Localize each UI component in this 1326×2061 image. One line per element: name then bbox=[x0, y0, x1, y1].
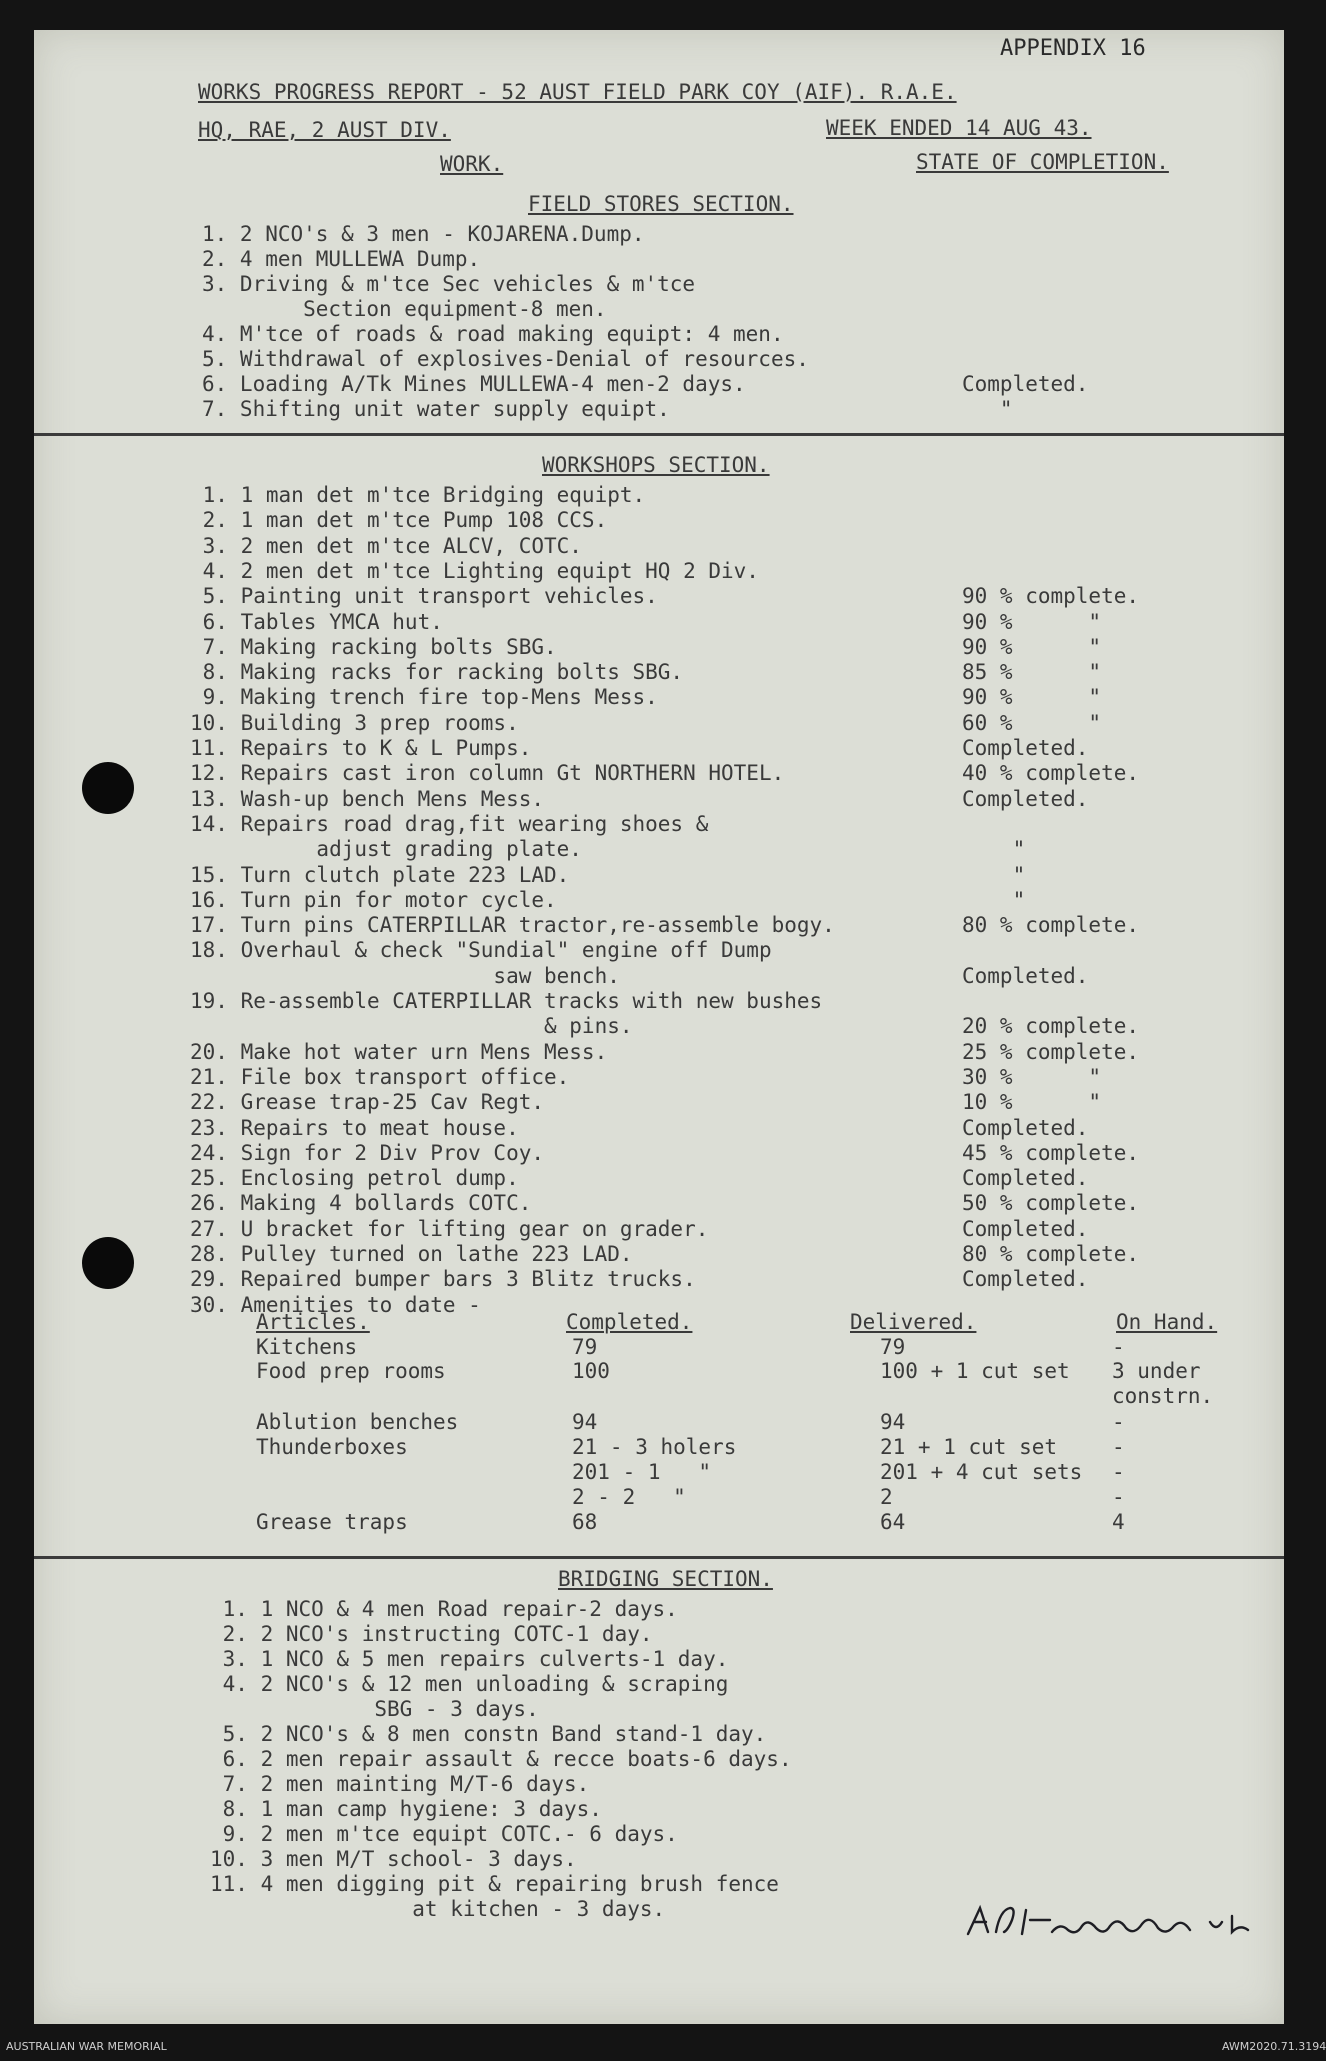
completion-status: 90 % complete. bbox=[962, 584, 1140, 608]
bridging-item: 1. 1 NCO & 4 men Road repair-2 days. bbox=[210, 1597, 678, 1621]
completion-status: 90 % " bbox=[962, 685, 1102, 709]
amenities-cell-article: Kitchens bbox=[256, 1335, 358, 1359]
amenities-cell-completed: 201 - 1 " bbox=[572, 1460, 712, 1484]
amenities-cell-on-hand: - bbox=[1112, 1485, 1125, 1509]
workshops-item: 3. 2 men det m'tce ALCV, COTC. bbox=[190, 534, 582, 558]
amenities-cell-on-hand: - bbox=[1112, 1335, 1125, 1359]
amenities-cell-completed: 100 bbox=[572, 1359, 610, 1383]
amenities-cell-on-hand: - bbox=[1112, 1460, 1125, 1484]
amenities-cell-article: Thunderboxes bbox=[256, 1435, 408, 1459]
signature bbox=[960, 1902, 1270, 1942]
field-stores-item: 6. Loading A/Tk Mines MULLEWA-4 men-2 days. bbox=[202, 372, 746, 396]
completion-status: " bbox=[962, 837, 1026, 861]
column-header-work: WORK. bbox=[440, 152, 504, 176]
workshops-item: 13. Wash-up bench Mens Mess. bbox=[190, 787, 545, 811]
amenities-cell-delivered: 79 bbox=[880, 1335, 906, 1359]
field-stores-item: 5. Withdrawal of explosives-Denial of resources. bbox=[202, 347, 809, 371]
completion-status: 80 % complete. bbox=[962, 1242, 1140, 1266]
header-articles: Articles. bbox=[256, 1310, 370, 1334]
field-stores-item: 1. 2 NCO's & 3 men - KOJARENA.Dump. bbox=[202, 222, 645, 246]
workshops-item: 12. Repairs cast iron column Gt NORTHERN HOTEL. bbox=[190, 761, 785, 785]
workshops-item: 27. U bracket for lifting gear on grader. bbox=[190, 1217, 709, 1241]
bridging-item: 7. 2 men mainting M/T-6 days. bbox=[210, 1772, 590, 1796]
section-heading-bridging: BRIDGING SECTION. bbox=[558, 1567, 773, 1591]
workshops-item: 9. Making trench fire top-Mens Mess. bbox=[190, 685, 658, 709]
amenities-cell-delivered: 2 bbox=[880, 1485, 893, 1509]
bridging-item: 11. 4 men digging pit & repairing brush fence bbox=[210, 1872, 779, 1896]
footer-archive-name: AUSTRALIAN WAR MEMORIAL bbox=[6, 2040, 167, 2053]
workshops-item: 21. File box transport office. bbox=[190, 1065, 570, 1089]
header-completed: Completed. bbox=[566, 1310, 693, 1334]
completion-status: 20 % complete. bbox=[962, 1014, 1140, 1038]
workshops-item: 23. Repairs to meat house. bbox=[190, 1116, 519, 1140]
amenities-cell-completed: 94 bbox=[572, 1410, 598, 1434]
bridging-item: 8. 1 man camp hygiene: 3 days. bbox=[210, 1797, 602, 1821]
workshops-item: 10. Building 3 prep rooms. bbox=[190, 711, 519, 735]
workshops-item: 18. Overhaul & check "Sundial" engine off Dump bbox=[190, 938, 772, 962]
amenities-cell-article: Grease traps bbox=[256, 1510, 408, 1534]
amenities-cell-on-hand: constrn. bbox=[1112, 1384, 1214, 1408]
amenities-cell-completed: 68 bbox=[572, 1510, 598, 1534]
workshops-item: adjust grading plate. bbox=[190, 837, 582, 861]
workshops-item: 24. Sign for 2 Div Prov Coy. bbox=[190, 1141, 545, 1165]
bridging-item: 3. 1 NCO & 5 men repairs culverts-1 day. bbox=[210, 1647, 729, 1671]
workshops-item: & pins. bbox=[190, 1014, 633, 1038]
workshops-item: 11. Repairs to K & L Pumps. bbox=[190, 736, 532, 760]
completion-status: 25 % complete. bbox=[962, 1040, 1140, 1064]
workshops-item: 29. Repaired bumper bars 3 Blitz trucks. bbox=[190, 1267, 696, 1291]
workshops-item: 26. Making 4 bollards COTC. bbox=[190, 1191, 532, 1215]
completion-status: 85 % " bbox=[962, 660, 1102, 684]
workshops-item: 6. Tables YMCA hut. bbox=[190, 610, 443, 634]
amenities-cell-delivered: 100 + 1 cut set bbox=[880, 1359, 1070, 1383]
report-title: WORKS PROGRESS REPORT - 52 AUST FIELD PARK COY (AIF). R.A.E. bbox=[198, 80, 957, 104]
completion-status: Completed. bbox=[962, 964, 1089, 988]
completion-status: Completed. bbox=[962, 1166, 1089, 1190]
workshops-item: 15. Turn clutch plate 223 LAD. bbox=[190, 863, 570, 887]
bridging-item: SBG - 3 days. bbox=[210, 1697, 539, 1721]
completion-status: 10 % " bbox=[962, 1090, 1102, 1114]
bridging-item: 10. 3 men M/T school- 3 days. bbox=[210, 1847, 577, 1871]
amenities-cell-delivered: 21 + 1 cut set bbox=[880, 1435, 1058, 1459]
workshops-item: 1. 1 man det m'tce Bridging equipt. bbox=[190, 483, 646, 507]
completion-status: " bbox=[962, 863, 1026, 887]
completion-status: 45 % complete. bbox=[962, 1141, 1140, 1165]
section-divider bbox=[34, 433, 1284, 436]
hq-line: HQ, RAE, 2 AUST DIV. bbox=[198, 118, 451, 142]
workshops-item: 8. Making racks for racking bolts SBG. bbox=[190, 660, 684, 684]
amenities-cell-on-hand: 4 bbox=[1112, 1510, 1125, 1534]
workshops-item: 30. Amenities to date - bbox=[190, 1293, 481, 1317]
week-ended: WEEK ENDED 14 AUG 43. bbox=[826, 116, 1092, 140]
workshops-item: 7. Making racking bolts SBG. bbox=[190, 635, 557, 659]
field-stores-item: 3. Driving & m'tce Sec vehicles & m'tce bbox=[202, 272, 696, 296]
workshops-item: 14. Repairs road drag,fit wearing shoes & bbox=[190, 812, 709, 836]
workshops-item: 16. Turn pin for motor cycle. bbox=[190, 888, 557, 912]
amenities-cell-article: Food prep rooms bbox=[256, 1359, 446, 1383]
workshops-item: 17. Turn pins CATERPILLAR tractor,re-assemble bogy. bbox=[190, 913, 835, 937]
header-on-hand: On Hand. bbox=[1116, 1310, 1218, 1334]
completion-status: Completed. bbox=[962, 372, 1089, 396]
column-header-state: STATE OF COMPLETION. bbox=[916, 150, 1169, 174]
field-stores-item: Section equipment-8 men. bbox=[202, 297, 607, 321]
bridging-item: 4. 2 NCO's & 12 men unloading & scraping bbox=[210, 1672, 729, 1696]
amenities-cell-delivered: 201 + 4 cut sets bbox=[880, 1460, 1083, 1484]
completion-status: 30 % " bbox=[962, 1065, 1102, 1089]
completion-status: " bbox=[962, 888, 1026, 912]
amenities-cell-on-hand: - bbox=[1112, 1410, 1125, 1434]
field-stores-item: 7. Shifting unit water supply equipt. bbox=[202, 397, 670, 421]
punch-hole bbox=[82, 1237, 134, 1289]
amenities-cell-delivered: 64 bbox=[880, 1510, 906, 1534]
amenities-cell-completed: 2 - 2 " bbox=[572, 1485, 686, 1509]
completion-status: " bbox=[962, 397, 1013, 421]
workshops-item: 4. 2 men det m'tce Lighting equipt HQ 2 Div. bbox=[190, 559, 759, 583]
section-divider bbox=[34, 1556, 1284, 1559]
bridging-item: at kitchen - 3 days. bbox=[210, 1897, 666, 1921]
completion-status: Completed. bbox=[962, 1267, 1089, 1291]
appendix-label: APPENDIX 16 bbox=[1000, 36, 1146, 61]
completion-status: 80 % complete. bbox=[962, 913, 1140, 937]
section-heading-field-stores: FIELD STORES SECTION. bbox=[528, 192, 794, 216]
workshops-item: 28. Pulley turned on lathe 223 LAD. bbox=[190, 1242, 633, 1266]
workshops-item: 19. Re-assemble CATERPILLAR tracks with new bushes bbox=[190, 989, 823, 1013]
amenities-cell-completed: 79 bbox=[572, 1335, 598, 1359]
field-stores-item: 4. M'tce of roads & road making equipt: 4 men. bbox=[202, 322, 784, 346]
completion-status: 40 % complete. bbox=[962, 761, 1140, 785]
workshops-item: 2. 1 man det m'tce Pump 108 CCS. bbox=[190, 508, 608, 532]
amenities-cell-on-hand: - bbox=[1112, 1435, 1125, 1459]
completion-status: 90 % " bbox=[962, 635, 1102, 659]
completion-status: 50 % complete. bbox=[962, 1191, 1140, 1215]
field-stores-item: 2. 4 men MULLEWA Dump. bbox=[202, 247, 481, 271]
bridging-item: 9. 2 men m'tce equipt COTC.- 6 days. bbox=[210, 1822, 678, 1846]
workshops-item: 5. Painting unit transport vehicles. bbox=[190, 584, 658, 608]
completion-status: Completed. bbox=[962, 736, 1089, 760]
completion-status: 60 % " bbox=[962, 711, 1102, 735]
section-heading-workshops: WORKSHOPS SECTION. bbox=[542, 453, 770, 477]
footer-archive-id: AWM2020.71.3194 bbox=[1222, 2040, 1326, 2053]
completion-status: Completed. bbox=[962, 1116, 1089, 1140]
workshops-item: saw bench. bbox=[190, 964, 620, 988]
workshops-item: 20. Make hot water urn Mens Mess. bbox=[190, 1040, 608, 1064]
bridging-item: 2. 2 NCO's instructing COTC-1 day. bbox=[210, 1622, 653, 1646]
completion-status: Completed. bbox=[962, 787, 1089, 811]
completion-status: 90 % " bbox=[962, 610, 1102, 634]
workshops-item: 25. Enclosing petrol dump. bbox=[190, 1166, 519, 1190]
bridging-item: 5. 2 NCO's & 8 men constn Band stand-1 day. bbox=[210, 1722, 767, 1746]
amenities-cell-completed: 21 - 3 holers bbox=[572, 1435, 737, 1459]
amenities-cell-delivered: 94 bbox=[880, 1410, 906, 1434]
bridging-item: 6. 2 men repair assault & recce boats-6 days. bbox=[210, 1747, 792, 1771]
punch-hole bbox=[82, 762, 134, 814]
amenities-cell-on-hand: 3 under bbox=[1112, 1359, 1201, 1383]
amenities-cell-article: Ablution benches bbox=[256, 1410, 459, 1434]
workshops-item: 22. Grease trap-25 Cav Regt. bbox=[190, 1090, 545, 1114]
header-delivered: Delivered. bbox=[850, 1310, 977, 1334]
completion-status: Completed. bbox=[962, 1217, 1089, 1241]
